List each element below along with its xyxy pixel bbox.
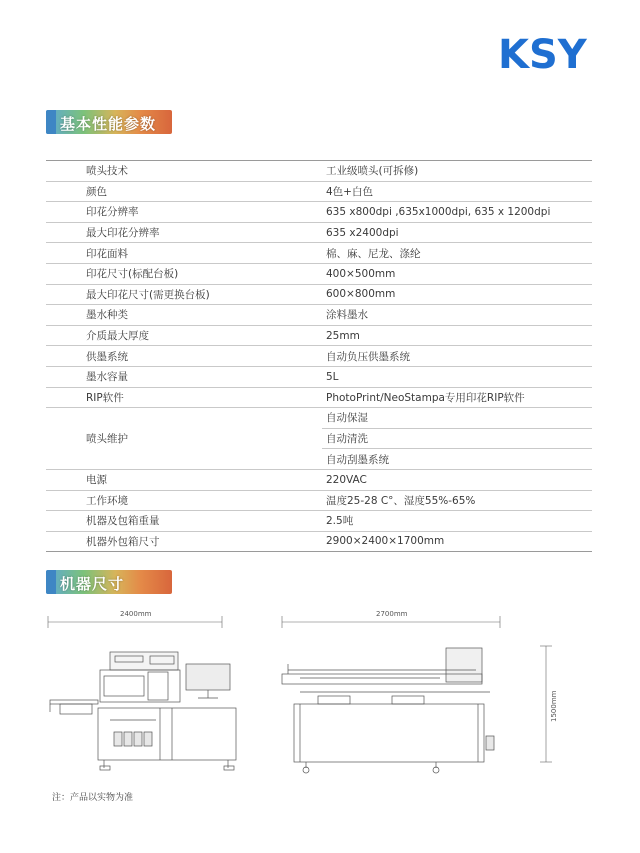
spec-value: 棉、麻、尼龙、涤纶 (322, 243, 592, 264)
spec-value: 635 x2400dpi (322, 222, 592, 243)
side-width-label: 2700mm (376, 610, 408, 618)
spec-label: 印花面料 (46, 243, 322, 264)
spec-value: 220VAC (322, 469, 592, 490)
dimensions-section-title: 机器尺寸 (60, 575, 125, 593)
ksy-logo (498, 30, 592, 74)
spec-label: RIP软件 (46, 387, 322, 408)
spec-value: 自动清洗 (322, 428, 592, 449)
spec-value: 2900×2400×1700mm (322, 531, 592, 552)
spec-label: 喷头维护 (46, 408, 322, 470)
spec-value: 25mm (322, 325, 592, 346)
spec-value: 600×800mm (322, 284, 592, 305)
dimensions-section-banner (46, 570, 172, 594)
specs-section-banner (46, 110, 172, 134)
machine-dimension-drawing (0, 600, 640, 790)
table-row (46, 469, 592, 490)
front-view-machine (50, 652, 236, 770)
spec-value: 涂料墨水 (322, 305, 592, 326)
spec-label: 喷头技术 (46, 161, 322, 182)
spec-value: 4色+白色 (322, 181, 592, 202)
table-row (46, 284, 592, 305)
spec-label: 墨水种类 (46, 305, 322, 326)
spec-value: 400×500mm (322, 263, 592, 284)
spec-label: 颜色 (46, 181, 322, 202)
spec-label: 印花分辨率 (46, 202, 322, 223)
table-row (46, 202, 592, 223)
spec-label: 墨水容量 (46, 366, 322, 387)
table-row (46, 181, 592, 202)
logo-text: KSY (498, 32, 587, 74)
spec-label: 印花尺寸(标配台板) (46, 263, 322, 284)
spec-value: 635 x800dpi ,635x1000dpi, 635 x 1200dpi (322, 202, 592, 223)
table-row (46, 263, 592, 284)
spec-label: 机器及包箱重量 (46, 511, 322, 532)
side-view-machine (282, 648, 494, 773)
spec-value: 温度25-28 C°、湿度55%-65% (322, 490, 592, 511)
spec-value: 5L (322, 366, 592, 387)
spec-label: 最大印花尺寸(需更换台板) (46, 284, 322, 305)
footnote: 注：产品以实物为准 (52, 793, 134, 803)
table-row (46, 243, 592, 264)
table-row (46, 511, 592, 532)
table-row (46, 387, 592, 408)
spec-value: PhotoPrint/NeoStampa专用印花RIP软件 (322, 387, 592, 408)
spec-label: 最大印花分辨率 (46, 222, 322, 243)
spec-label: 介质最大厚度 (46, 325, 322, 346)
table-row (46, 305, 592, 326)
table-row (46, 222, 592, 243)
table-row (46, 366, 592, 387)
table-row (46, 325, 592, 346)
spec-label: 供墨系统 (46, 346, 322, 367)
spec-value: 工业级喷头(可拆修) (322, 161, 592, 182)
spec-table (46, 160, 592, 552)
spec-label: 电源 (46, 469, 322, 490)
table-row (46, 161, 592, 182)
spec-value: 自动保湿 (322, 408, 592, 429)
front-width-label: 2400mm (120, 610, 152, 618)
table-row (46, 531, 592, 552)
spec-label: 机器外包箱尺寸 (46, 531, 322, 552)
spec-value: 2.5吨 (322, 511, 592, 532)
height-label: 1500mm (550, 690, 558, 722)
spec-value: 自动刮墨系统 (322, 449, 592, 470)
table-row (46, 490, 592, 511)
specs-section-title: 基本性能参数 (60, 115, 157, 133)
table-row (46, 408, 592, 429)
spec-label: 工作环境 (46, 490, 322, 511)
table-row (46, 346, 592, 367)
spec-value: 自动负压供墨系统 (322, 346, 592, 367)
